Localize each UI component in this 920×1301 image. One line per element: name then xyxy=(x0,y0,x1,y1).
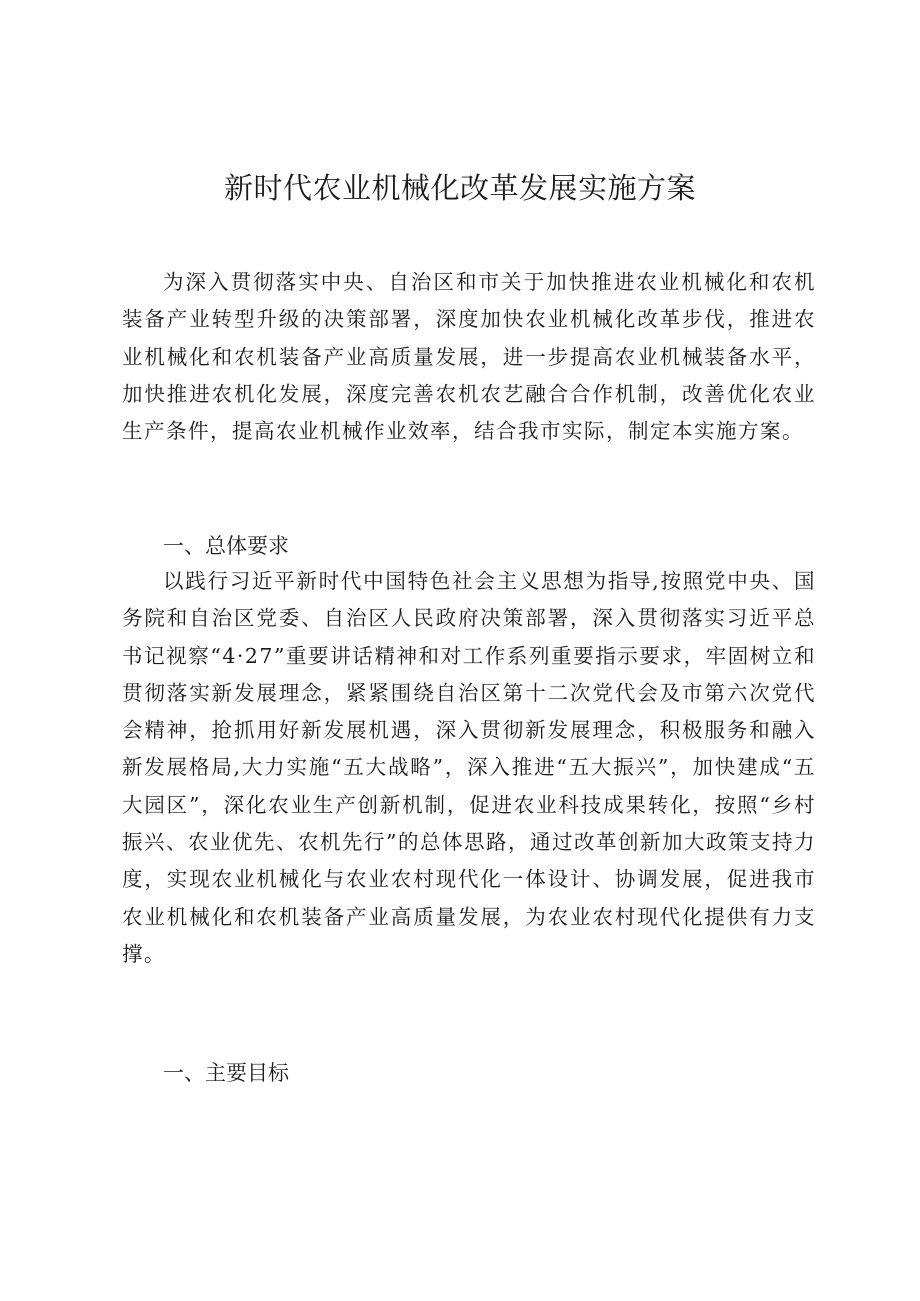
section-heading-general-requirements: 一、总体要求 xyxy=(163,534,289,558)
section-heading-main-goals: 一、主要目标 xyxy=(163,1061,289,1085)
intro-paragraph: 为深入贯彻落实中央、自治区和市关于加快推进农业机械化和农机装备产业转型升级的决策部署，深度加快农业机械化改革步伐，推进农业机械化和农机装备产业高质量发展，进一步提高农业机械装备水平，加快推进农机化发展，深度完善农机农艺融合合作机制，改善优化农业生产条件，提高农业机械作业效率，结合我市实际，制定本实施方案。 xyxy=(122,270,816,444)
document-title: 新时代农业机械化改革发展实施方案 xyxy=(223,171,696,205)
section-body-general-requirements: 以践行习近平新时代中国特色社会主义思想为指导,按照党中央、国务院和自治区党委、自治区人民政府决策部署，深入贯彻落实习近平总书记视察“4·27”重要讲话精神和对工作系列重要指示要求，牢固树立和贯彻落实新发展理念，紧紧围绕自治区第十二次党代会及市第六次党代会精神，抢抓用好新发展机遇，深入贯彻新发展理念，积极服务和融入新发展格局,大力实施“五大战略”，深入推进“五大振兴”，加快建成“五大园区”，深化农业生产创新机制，促进农业科技成果转化，按照“乡村振兴、农业优先、农机先行”的总体思路，通过改革创新加大政策支持力度，实现农业机械化与农业农村现代化一体设计、协调发展，促进我市农业机械化和农机装备产业高质量发展，为农业农村现代化提供有力支撑。 xyxy=(122,569,816,966)
